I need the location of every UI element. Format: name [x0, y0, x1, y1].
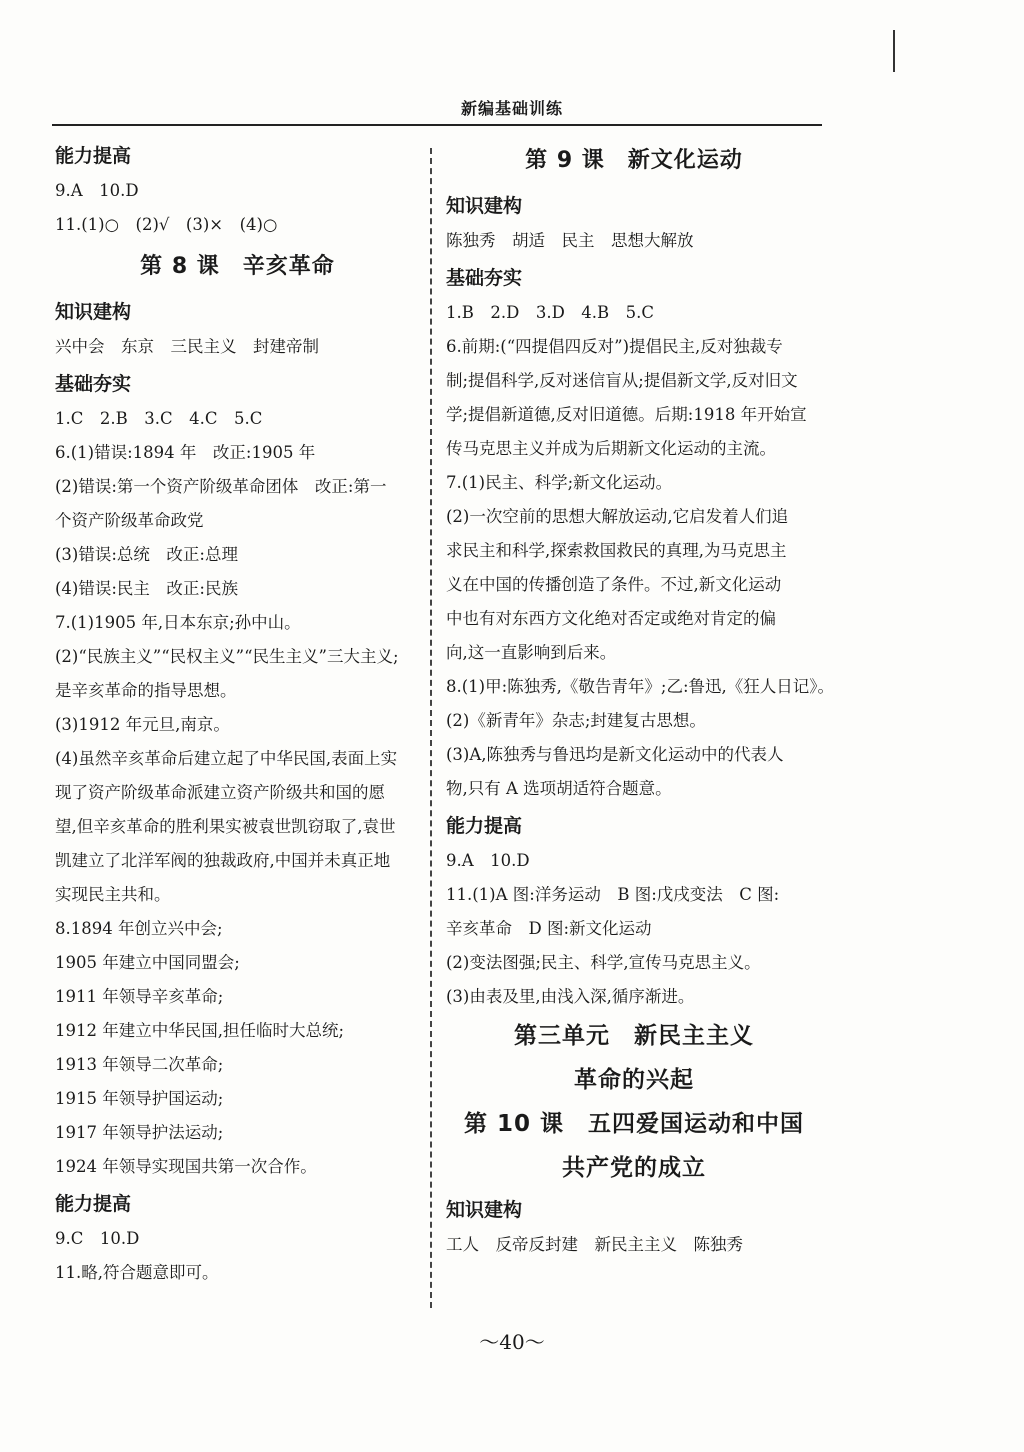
binding-line	[893, 30, 895, 72]
section-heading: 能力提高	[55, 1193, 132, 1215]
answer-line: 11.略,符合题意即可。	[55, 1263, 219, 1282]
section-heading: 知识建构	[446, 1199, 523, 1221]
answer-line: 9.A 10.D	[55, 181, 139, 200]
answer-line: 1924 年领导实现国共第一次合作。	[55, 1157, 317, 1176]
answer-line: (2)“民族主义”“民权主义”“民生主义”三大主义;	[55, 647, 399, 666]
answer-line: (2)一次空前的思想大解放运动,它启发着人们追	[446, 507, 789, 526]
answer-line: 辛亥革命 D 图:新文化运动	[446, 919, 652, 938]
answer-line: 现了资产阶级革命派建立资产阶级共和国的愿	[55, 783, 385, 802]
answer-line: 中也有对东西方文化绝对否定或绝对肯定的偏	[446, 609, 776, 628]
unit-title: 共产党的成立	[562, 1155, 706, 1181]
answer-line: (4)错误:民主 改正:民族	[55, 579, 238, 598]
answer-line: (2)变法图强;民主、科学,宣传马克思主义。	[446, 953, 761, 972]
unit-title: 第 10 课 五四爱国运动和中国	[463, 1111, 805, 1137]
answer-line: 学;提倡新道德,反对旧道德。后期:1918 年开始宣	[446, 405, 807, 424]
answer-line: 是辛亥革命的指导思想。	[55, 681, 237, 700]
section-heading: 基础夯实	[446, 267, 523, 289]
answer-line: 7.(1)1905 年,日本东京;孙中山。	[55, 613, 301, 632]
answer-line: (2)《新青年》杂志;封建复古思想。	[446, 711, 706, 730]
answer-line: 6.前期:(“四提倡四反对”)提倡民主,反对独裁专	[446, 337, 783, 356]
answer-line: 工人 反帝反封建 新民主主义 陈独秀	[446, 1235, 743, 1254]
page-header: 新编基础训练	[460, 99, 563, 118]
answer-line: 1912 年建立中华民国,担任临时大总统;	[55, 1021, 345, 1040]
column-divider	[430, 148, 432, 1308]
lesson-title: 第 8 课 辛亥革命	[140, 254, 335, 279]
answer-line: 1917 年领导护法运动;	[55, 1123, 224, 1142]
answer-line: 物,只有 A 选项胡适符合题意。	[446, 779, 672, 798]
answer-line: 求民主和科学,探索救国救民的真理,为马克思主	[446, 541, 787, 560]
answer-line: (2)错误:第一个资产阶级革命团体 改正:第一	[55, 477, 387, 496]
answer-line: 11.(1)○ (2)√ (3)× (4)○	[55, 215, 278, 234]
answer-line: 凯建立了北洋军阀的独裁政府,中国并未真正地	[55, 851, 391, 870]
answer-line: (3)错误:总统 改正:总理	[55, 545, 238, 564]
unit-title: 第三单元 新民主主义	[514, 1023, 754, 1049]
answer-line: 7.(1)民主、科学;新文化运动。	[446, 473, 673, 492]
answer-line: 11.(1)A 图:洋务运动 B 图:戊戌变法 C 图:	[446, 885, 780, 904]
answer-line: 1915 年领导护国运动;	[55, 1089, 224, 1108]
answer-line: 向,这一直影响到后来。	[446, 643, 617, 662]
answer-line: 8.1894 年创立兴中会;	[55, 919, 223, 938]
answer-line: 制;提倡科学,反对迷信盲从;提倡新文学,反对旧文	[446, 371, 798, 390]
answer-line: 传马克思主义并成为后期新文化运动的主流。	[446, 439, 776, 458]
answer-line: 实现民主共和。	[55, 885, 171, 904]
answer-line: 9.C 10.D	[55, 1229, 140, 1248]
answer-line: 9.A 10.D	[446, 851, 530, 870]
right-column	[446, 136, 835, 1262]
answer-line: (3)1912 年元旦,南京。	[55, 715, 230, 734]
answer-line: 义在中国的传播创造了条件。不过,新文化运动	[446, 575, 782, 594]
page-number: ～40～	[479, 1330, 545, 1354]
answer-line: 1911 年领导辛亥革命;	[55, 987, 224, 1006]
answer-line: 1913 年领导二次革命;	[55, 1055, 224, 1074]
left-column	[55, 136, 420, 1290]
answer-line: (3)由表及里,由浅入深,循序渐进。	[446, 987, 695, 1006]
answer-line: 6.(1)错误:1894 年 改正:1905 年	[55, 443, 316, 462]
answer-line: 1.B 2.D 3.D 4.B 5.C	[446, 303, 655, 322]
section-heading: 知识建构	[446, 195, 523, 217]
answer-line: 1905 年建立中国同盟会;	[55, 953, 240, 972]
section-heading: 知识建构	[55, 301, 132, 323]
answer-line: 兴中会 东京 三民主义 封建帝制	[55, 337, 319, 356]
answer-line: 个资产阶级革命政党	[55, 511, 204, 530]
section-heading: 基础夯实	[55, 373, 132, 395]
section-heading: 能力提高	[55, 145, 132, 167]
answer-line: 8.(1)甲:陈独秀,《敬告青年》;乙:鲁迅,《狂人日记》。	[446, 677, 835, 696]
header-rule	[52, 124, 822, 126]
answer-line: (3)A,陈独秀与鲁迅均是新文化运动中的代表人	[446, 745, 784, 764]
answer-line: (4)虽然辛亥革命后建立起了中华民国,表面上实	[55, 749, 398, 768]
lesson-title: 第 9 课 新文化运动	[525, 148, 743, 173]
answer-line: 1.C 2.B 3.C 4.C 5.C	[55, 409, 263, 428]
answer-line: 望,但辛亥革命的胜利果实被袁世凯窃取了,袁世	[55, 817, 396, 836]
answer-line: 陈独秀 胡适 民主 思想大解放	[446, 231, 694, 250]
section-heading: 能力提高	[446, 815, 523, 837]
unit-title: 革命的兴起	[574, 1067, 694, 1093]
